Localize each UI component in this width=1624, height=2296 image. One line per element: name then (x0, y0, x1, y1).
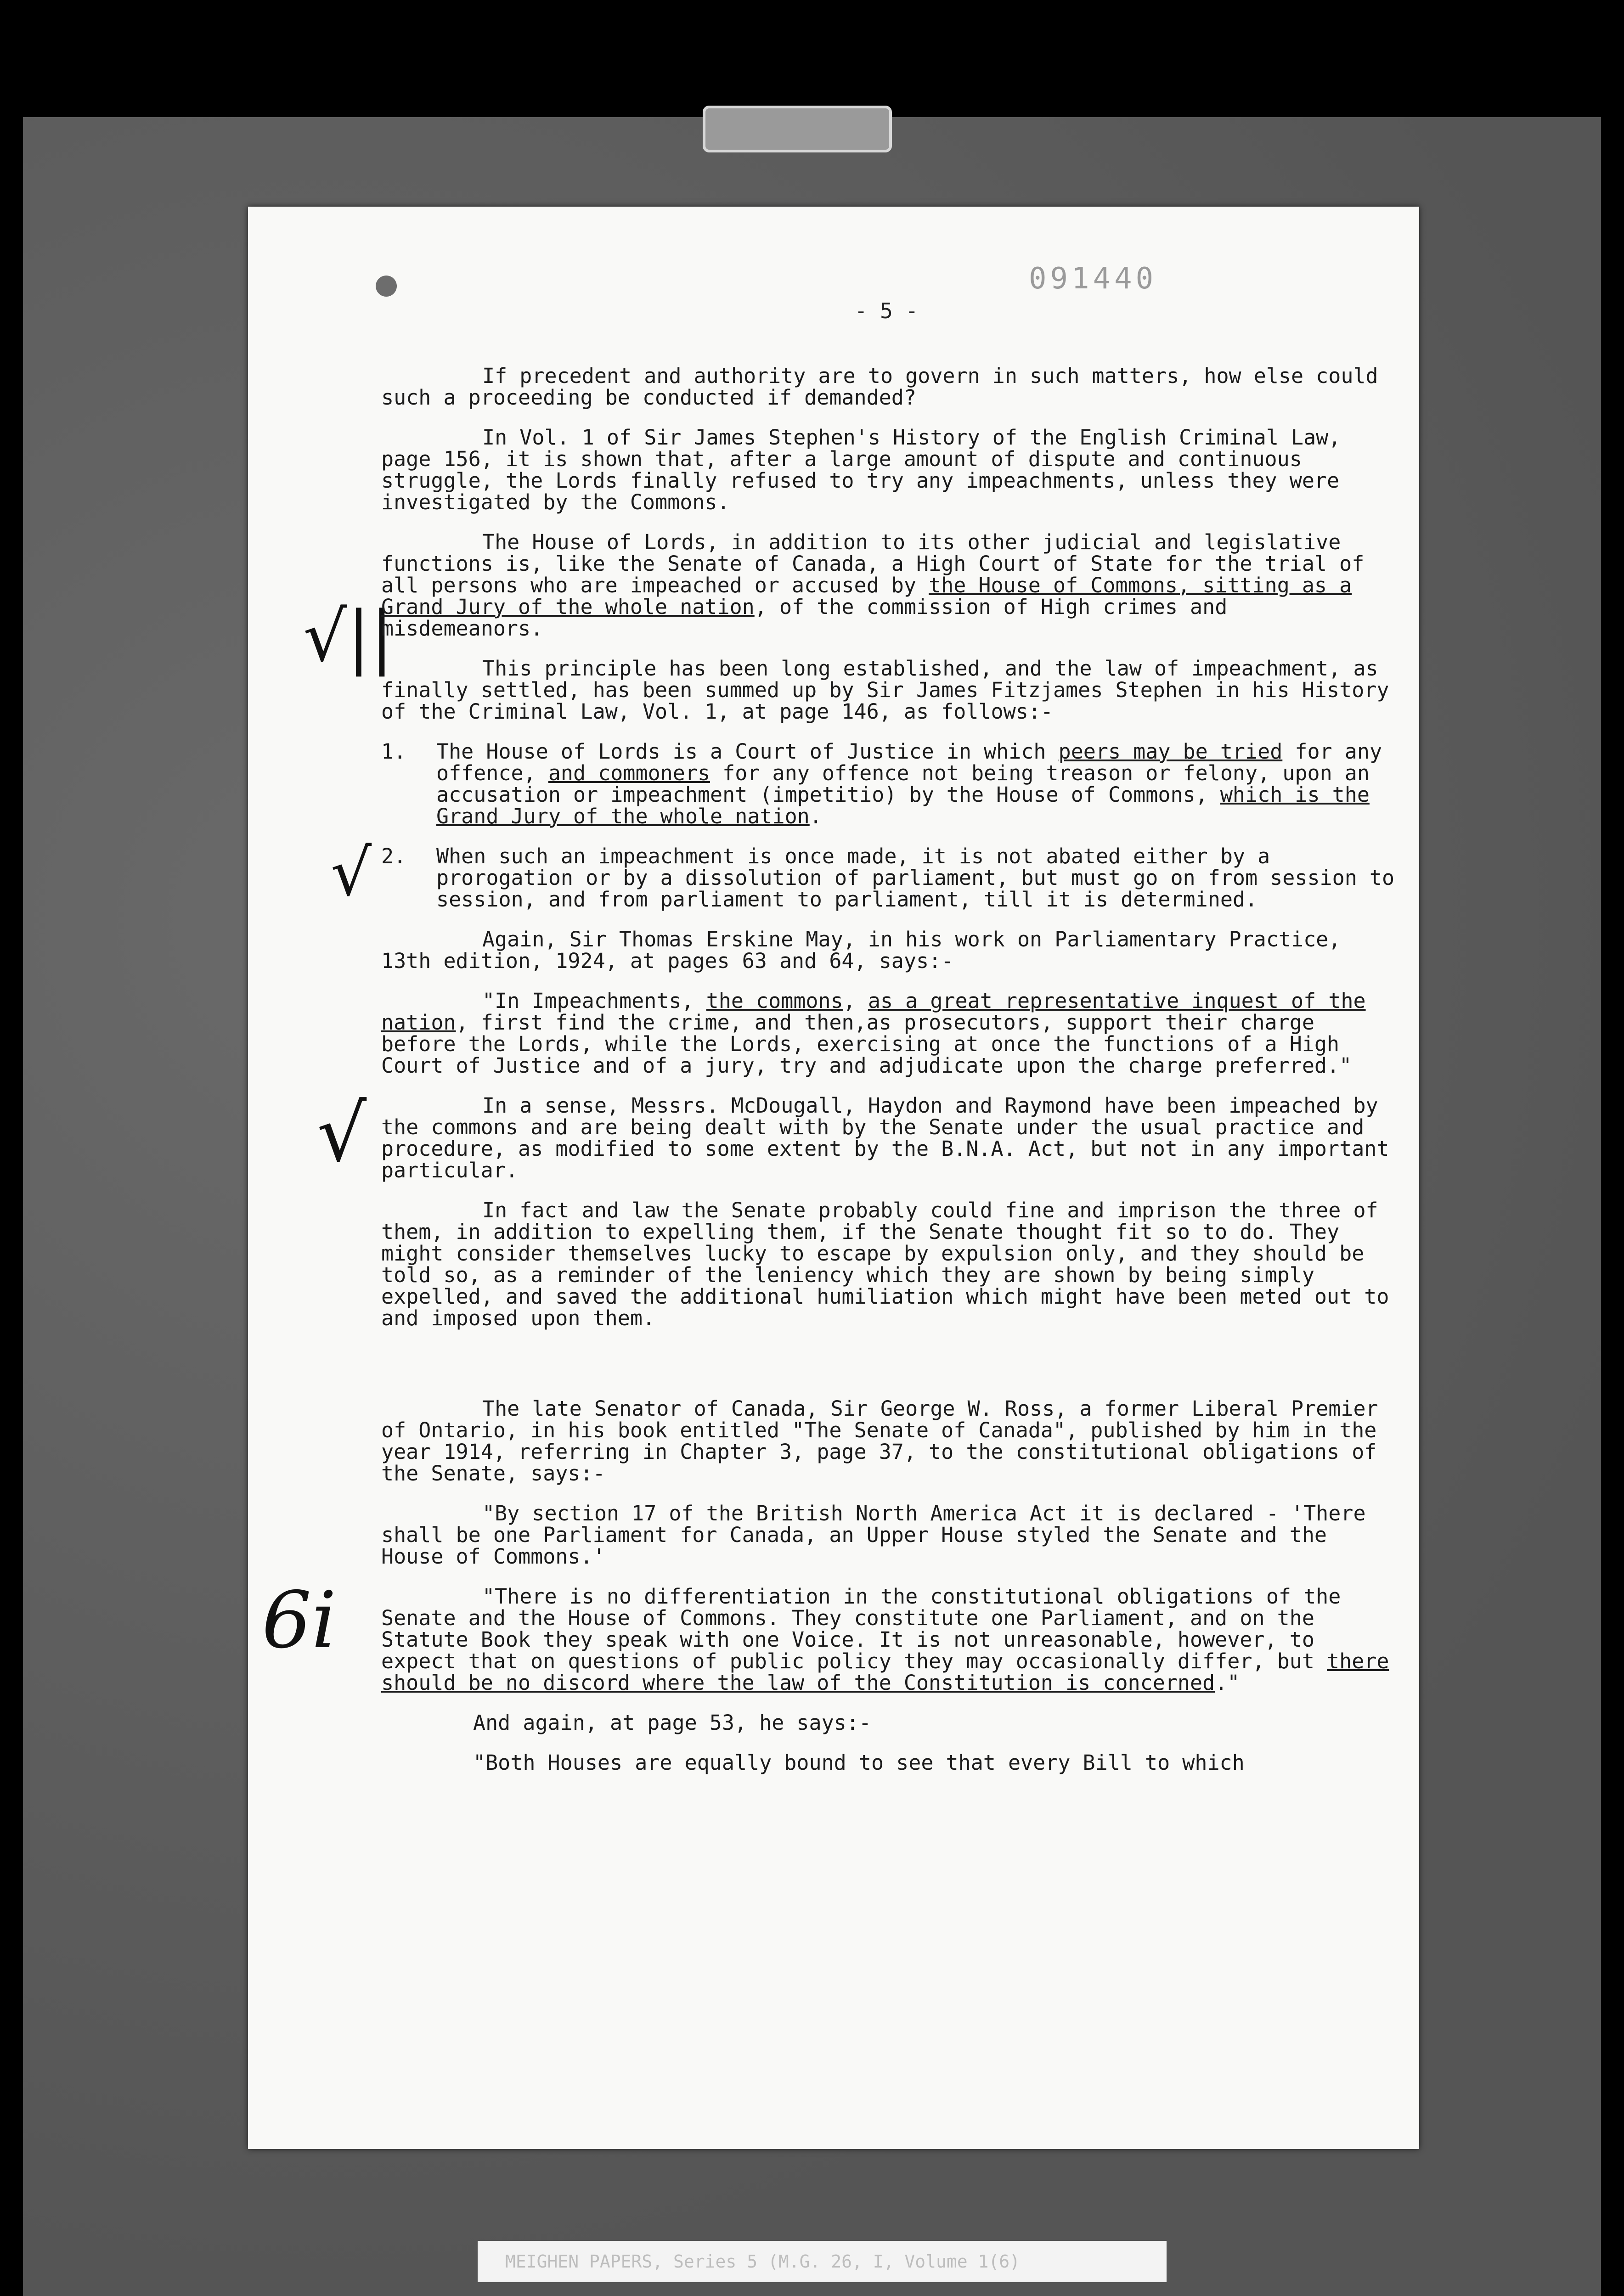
item1-d: . (809, 804, 822, 828)
quote-3-underline: there should be no discord where the law of the Constitution is concerned (381, 1649, 1389, 1695)
paragraph-3-end: , of the commission of High crimes and misdemeanors. (381, 595, 1228, 641)
board-clip (703, 106, 892, 152)
paragraph-3-underlined: the House of Commons, sitting as a Grand Jury of the whole nation (381, 573, 1352, 619)
list-item-1-number: 1. (381, 739, 406, 764)
paragraph-8: The late Senator of Canada, Sir George W. Ross, a former Liberal Premier of Ontario, in his book entitled "The Senate of Canada", published by him in the year 1914, referring in Chapter 3, page 37, to the constitutional obligations of the Senate, says:- (381, 1396, 1378, 1486)
paragraph-7: In fact and law the Senate probably could fine and imprison the three of them, in addition to expelling them, if the Senate thought fit so to do. They might consider themselves lucky to escape by expulsion only, and they should be told so, as a reminder of the leniency which they are shown by being simply expelled, and saved the additional humiliation which might have been meted out to and imposed upon them. (381, 1198, 1389, 1330)
list-item-2 (381, 845, 1401, 910)
quote-1-a: "In Impeachments, (482, 989, 706, 1013)
item1-a: The House of Lords is a Court of Justice in which (436, 739, 1059, 764)
document-page (248, 207, 1419, 2149)
paragraph-9: And again, at page 53, he says:- (473, 1711, 871, 1735)
item1-underline-2: and commoners (548, 761, 710, 785)
archive-reference-strip: MEIGHEN PAPERS, Series 5 (M.G. 26, I, Volume 1(6) (478, 2241, 1167, 2282)
paragraph-3-text: The House of Lords, in addition to its other judicial and legislative functions is, like the Senate of Canada, a High Court of State for the trial of all persons who are impeached or accused by (381, 530, 1365, 597)
stamp-number: 091440 (1029, 262, 1157, 296)
list-item-1 (381, 741, 1401, 827)
quote-2: "By section 17 of the British North America Act it is declared - 'There shall be one Parliament for Canada, an Upper House styled the Senate and the House of Commons.' (381, 1501, 1366, 1569)
item1-underline-3: which is the Grand Jury of the whole nation (436, 782, 1370, 828)
quote-4: "Both Houses are equally bound to see that every Bill to which (473, 1750, 1245, 1775)
item1-c: for any offence not being treason or felony, upon an accusation or impeachment (impetitio) by the House of Commons, (436, 761, 1370, 807)
paragraph-4: This principle has been long established, and the law of impeachment, as finally settled, has been summed up by Sir James Fitzjames Stephen in his History of the Criminal Law, Vol. 1, at page 146, as follows:- (381, 656, 1389, 724)
list-item-1-text (436, 741, 1401, 827)
punch-hole (376, 276, 397, 297)
document-text (381, 365, 1401, 1792)
margin-mark-6i: 6i (262, 1575, 337, 1666)
item1-underline-1: peers may be tried (1058, 739, 1283, 764)
quote-3-a: "There is no differentiation in the constitutional obligations of the Senate and the House of Commons. They constitute one Parliament, and on the Statute Book they speak with one Voice. It is not unreasonable, however, to expect that on questions of public policy they may occasionally differ, but (381, 1584, 1341, 1673)
page-number: - 5 - (854, 298, 919, 323)
quote-3-b: ." (1215, 1671, 1240, 1695)
paragraph-3 (381, 531, 1401, 639)
margin-mark-checks-1: √|| (303, 597, 394, 677)
margin-mark-check-3: √ (317, 1088, 367, 1179)
paragraph-1: If precedent and authority are to govern in such matters, how else could such a proceeding be conducted if demanded? (381, 364, 1378, 410)
list-item-2-number: 2. (381, 844, 406, 868)
quote-1-b: , (843, 989, 868, 1013)
list-item-2-text: When such an impeachment is once made, it is not abated either by a prorogation or by a dissolution of parliament, but must go on from session to session, and from parliament to parliament, till it is determined. (436, 844, 1395, 912)
quote-1-c: , first find the crime, and then,as prosecutors, support their charge before the Lords, while the Lords, exercising at once the functions of a High Court of Justice and of a jury, try and adjudicate upon the charge preferred." (381, 1010, 1352, 1078)
quote-3 (381, 1586, 1401, 1694)
margin-mark-check-2: √ (331, 836, 372, 911)
quote-1-underline-1: the commons (706, 989, 843, 1013)
quote-1 (381, 990, 1401, 1076)
paragraph-2: In Vol. 1 of Sir James Stephen's History of the English Criminal Law, page 156, it is shown that, after a large amount of dispute and continuous struggle, the Lords finally refused to try any impeachments, unless they were investigated by the Commons. (381, 425, 1341, 514)
paragraph-5: Again, Sir Thomas Erskine May, in his work on Parliamentary Practice, 13th edition, 1924, at pages 63 and 64, says:- (381, 927, 1341, 973)
quote-1-underline-2: as a great representative inquest of the nation (381, 989, 1366, 1035)
item1-b: for any offence, (436, 739, 1382, 785)
paragraph-6: In a sense, Messrs. McDougall, Haydon and Raymond have been impeached by the commons and are being dealt with by the Senate under the usual practice and procedure, as modified to some extent by the B.N.A. Act, but not in any important particular. (381, 1093, 1389, 1182)
